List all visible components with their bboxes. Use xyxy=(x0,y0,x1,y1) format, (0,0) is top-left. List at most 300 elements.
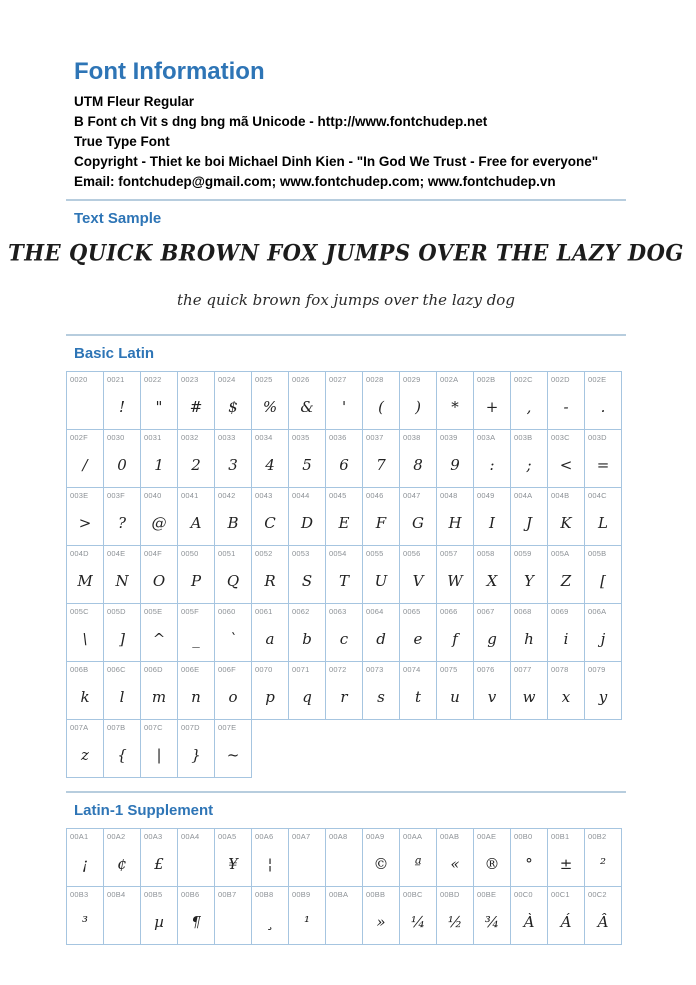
charmap-cell xyxy=(548,604,585,662)
charmap-cell xyxy=(400,488,437,546)
glyph: 6 xyxy=(339,456,349,474)
glyph: # xyxy=(189,398,203,416)
glyph: ¢ xyxy=(117,855,127,873)
charmap-cell xyxy=(289,604,326,662)
charmap-cell xyxy=(289,546,326,604)
glyph: a xyxy=(265,630,275,648)
codepoint-label: 0071 xyxy=(292,665,310,674)
charmap-cell xyxy=(178,430,215,488)
codepoint-label: 00A6 xyxy=(255,832,274,841)
codepoint-label: 006C xyxy=(107,665,126,674)
charmap-cell xyxy=(437,372,474,430)
charmap-cell xyxy=(548,887,585,945)
charmap-cell xyxy=(215,662,252,720)
charmap-cell xyxy=(289,887,326,945)
font-meta-line: UTM Fleur Regular xyxy=(74,94,195,109)
charmap-cell xyxy=(585,488,622,546)
codepoint-label: 0068 xyxy=(514,607,532,616)
charmap-row xyxy=(67,604,622,662)
charmap-cell xyxy=(104,829,141,887)
glyph: H xyxy=(448,514,462,532)
glyph: A xyxy=(190,514,202,532)
charmap-cell xyxy=(215,546,252,604)
charmap-cell xyxy=(585,430,622,488)
codepoint-label: 0033 xyxy=(218,433,236,442)
charmap-cell xyxy=(178,546,215,604)
codepoint-label: 0036 xyxy=(329,433,347,442)
codepoint-label: 004F xyxy=(144,549,162,558)
charmap-row xyxy=(67,829,622,887)
codepoint-label: 0041 xyxy=(181,491,199,500)
codepoint-label: 0037 xyxy=(366,433,384,442)
glyph: h xyxy=(524,630,534,648)
glyph: q xyxy=(302,688,312,706)
charmap-cell xyxy=(400,829,437,887)
glyph: 9 xyxy=(450,456,460,474)
codepoint-label: 0039 xyxy=(440,433,458,442)
codepoint-label: 0055 xyxy=(366,549,384,558)
codepoint-label: 0021 xyxy=(107,375,125,384)
charmap-cell xyxy=(437,662,474,720)
codepoint-label: 0031 xyxy=(144,433,162,442)
codepoint-label: 0026 xyxy=(292,375,310,384)
codepoint-label: 005B xyxy=(588,549,607,558)
codepoint-label: 0073 xyxy=(366,665,384,674)
codepoint-label: 005C xyxy=(70,607,89,616)
codepoint-label: 005E xyxy=(144,607,163,616)
glyph: . xyxy=(600,398,606,416)
glyph: g xyxy=(487,630,497,648)
codepoint-label: 004A xyxy=(514,491,533,500)
glyph: © xyxy=(373,855,389,873)
glyph: e xyxy=(413,630,423,648)
glyph: : xyxy=(489,456,495,474)
glyph: w xyxy=(522,688,536,706)
charmap-cell xyxy=(511,488,548,546)
glyph: " xyxy=(155,398,163,416)
codepoint-label: 0050 xyxy=(181,549,199,558)
charmap-cell xyxy=(67,720,104,778)
charmap-row xyxy=(67,546,622,604)
glyph: _ xyxy=(192,630,200,648)
glyph: ² xyxy=(599,855,606,873)
glyph: u xyxy=(450,688,460,706)
charmap-cell xyxy=(67,430,104,488)
charmap-cell xyxy=(400,372,437,430)
glyph: @ xyxy=(151,514,167,532)
glyph: ¾ xyxy=(484,913,500,931)
charmap-cell xyxy=(252,887,289,945)
codepoint-label: 002C xyxy=(514,375,533,384)
charmap-cell xyxy=(215,887,252,945)
codepoint-label: 00B9 xyxy=(292,890,311,899)
codepoint-label: 003C xyxy=(551,433,570,442)
codepoint-label: 00A1 xyxy=(70,832,89,841)
glyph: x xyxy=(561,688,571,706)
charmap-cell xyxy=(104,430,141,488)
codepoint-label: 00B4 xyxy=(107,890,126,899)
codepoint-label: 004D xyxy=(70,549,89,558)
charmap-cell xyxy=(363,372,400,430)
glyph: l xyxy=(119,688,125,706)
charmap-cell xyxy=(67,372,104,430)
codepoint-label: 004C xyxy=(588,491,607,500)
charmap-cell xyxy=(67,887,104,945)
charmap-latin1-supplement xyxy=(66,828,626,945)
codepoint-label: 00C2 xyxy=(588,890,607,899)
codepoint-label: 0043 xyxy=(255,491,273,500)
glyph: ° xyxy=(525,855,533,873)
codepoint-label: 007D xyxy=(181,723,200,732)
charmap-cell xyxy=(474,546,511,604)
glyph: [ xyxy=(600,572,606,590)
charmap-cell xyxy=(289,372,326,430)
glyph: ¥ xyxy=(228,855,238,873)
charmap-cell xyxy=(548,829,585,887)
glyph: m xyxy=(151,688,167,706)
charmap-cell xyxy=(548,546,585,604)
codepoint-label: 00AA xyxy=(403,832,423,841)
font-meta-line: Email: fontchudep@gmail.com; www.fontchudep.com; www.fontchudep.vn xyxy=(74,174,556,189)
codepoint-label: 00B1 xyxy=(551,832,570,841)
charmap-cell xyxy=(141,546,178,604)
glyph: n xyxy=(191,688,201,706)
codepoint-label: 002E xyxy=(588,375,607,384)
charmap-cell xyxy=(474,604,511,662)
glyph: s xyxy=(377,688,385,706)
charmap-cell xyxy=(326,372,363,430)
section-heading-latin1-supplement: Latin-1 Supplement xyxy=(74,802,214,819)
glyph: W xyxy=(447,572,463,590)
codepoint-label: 0054 xyxy=(329,549,347,558)
charmap-cell xyxy=(548,430,585,488)
glyph: 1 xyxy=(154,456,164,474)
codepoint-label: 0030 xyxy=(107,433,125,442)
glyph: c xyxy=(339,630,349,648)
glyph: ½ xyxy=(447,913,463,931)
codepoint-label: 00BC xyxy=(403,890,423,899)
charmap-cell xyxy=(363,887,400,945)
glyph: ¹ xyxy=(303,913,310,931)
charmap-cell xyxy=(363,829,400,887)
glyph: £ xyxy=(154,855,164,873)
codepoint-label: 0034 xyxy=(255,433,273,442)
charmap-cell xyxy=(141,829,178,887)
charmap-cell xyxy=(363,604,400,662)
codepoint-label: 0024 xyxy=(218,375,236,384)
glyph: 5 xyxy=(302,456,312,474)
glyph: ¦ xyxy=(267,855,273,873)
charmap-cell xyxy=(252,488,289,546)
charmap-cell xyxy=(104,662,141,720)
codepoint-label: 0029 xyxy=(403,375,421,384)
charmap-cell xyxy=(141,488,178,546)
charmap-cell xyxy=(585,372,622,430)
codepoint-label: 00BB xyxy=(366,890,386,899)
glyph: B xyxy=(227,514,239,532)
codepoint-label: 0079 xyxy=(588,665,606,674)
codepoint-label: 00A9 xyxy=(366,832,385,841)
glyph: 4 xyxy=(265,456,275,474)
charmap-cell xyxy=(178,662,215,720)
charmap-cell xyxy=(474,829,511,887)
charmap-cell xyxy=(474,662,511,720)
charmap-cell xyxy=(511,662,548,720)
codepoint-label: 00A7 xyxy=(292,832,311,841)
codepoint-label: 00A4 xyxy=(181,832,200,841)
glyph: N xyxy=(115,572,129,590)
codepoint-label: 0051 xyxy=(218,549,236,558)
codepoint-label: 00A5 xyxy=(218,832,237,841)
codepoint-label: 006F xyxy=(218,665,236,674)
glyph: 7 xyxy=(376,456,386,474)
glyph: O xyxy=(152,572,166,590)
codepoint-label: 0063 xyxy=(329,607,347,616)
glyph: I xyxy=(489,514,495,532)
codepoint-label: 0035 xyxy=(292,433,310,442)
charmap-cell xyxy=(289,430,326,488)
codepoint-label: 0022 xyxy=(144,375,162,384)
glyph: T xyxy=(338,572,349,590)
charmap-cell xyxy=(326,604,363,662)
codepoint-label: 00BD xyxy=(440,890,460,899)
codepoint-label: 0058 xyxy=(477,549,495,558)
codepoint-label: 002F xyxy=(70,433,88,442)
codepoint-label: 00B8 xyxy=(255,890,274,899)
charmap-cell xyxy=(585,829,622,887)
font-meta-block xyxy=(66,92,626,192)
charmap-cell xyxy=(363,546,400,604)
section-heading-text-sample: Text Sample xyxy=(74,210,162,227)
codepoint-label: 00C0 xyxy=(514,890,533,899)
charmap-cell xyxy=(400,604,437,662)
glyph: { xyxy=(117,746,127,764)
codepoint-label: 0077 xyxy=(514,665,532,674)
page-title: Font Information xyxy=(74,58,265,85)
glyph: » xyxy=(376,913,386,931)
charmap-cell xyxy=(474,488,511,546)
codepoint-label: 00BE xyxy=(477,890,497,899)
codepoint-label: 007C xyxy=(144,723,163,732)
charmap-cell xyxy=(252,829,289,887)
codepoint-label: 0064 xyxy=(366,607,384,616)
charmap-cell xyxy=(178,372,215,430)
codepoint-label: 0074 xyxy=(403,665,421,674)
glyph: J xyxy=(525,514,532,532)
charmap-cell xyxy=(511,887,548,945)
charmap-cell xyxy=(474,430,511,488)
codepoint-label: 0072 xyxy=(329,665,347,674)
codepoint-label: 0078 xyxy=(551,665,569,674)
font-meta-line: B Font ch Vit s dng bng mã Unicode - http://www.fontchudep.net xyxy=(74,114,488,129)
codepoint-label: 00A8 xyxy=(329,832,348,841)
glyph: Á xyxy=(560,913,572,931)
codepoint-label: 0059 xyxy=(514,549,532,558)
glyph: * xyxy=(451,398,459,416)
codepoint-label: 0025 xyxy=(255,375,273,384)
charmap-row xyxy=(67,720,622,778)
codepoint-label: 002D xyxy=(551,375,570,384)
charmap-cell xyxy=(326,829,363,887)
glyph: ± xyxy=(559,855,573,873)
charmap-cell xyxy=(178,720,215,778)
charmap-cell xyxy=(178,488,215,546)
codepoint-label: 00AB xyxy=(440,832,460,841)
codepoint-label: 002B xyxy=(477,375,496,384)
charmap-basic-latin xyxy=(66,371,626,778)
glyph: \ xyxy=(82,630,88,648)
codepoint-label: 007B xyxy=(107,723,126,732)
codepoint-label: 003E xyxy=(70,491,89,500)
charmap-cell xyxy=(215,430,252,488)
glyph xyxy=(215,900,251,944)
glyph: ^ xyxy=(152,630,166,648)
charmap-row xyxy=(67,887,622,945)
glyph: p xyxy=(265,688,275,706)
charmap-cell xyxy=(437,488,474,546)
charmap-cell xyxy=(363,488,400,546)
glyph: V xyxy=(412,572,424,590)
codepoint-label: 0023 xyxy=(181,375,199,384)
charmap-cell xyxy=(511,372,548,430)
charmap-cell xyxy=(437,430,474,488)
glyph: ¶ xyxy=(191,913,201,931)
glyph: 8 xyxy=(413,456,423,474)
glyph: C xyxy=(264,514,276,532)
codepoint-label: 002A xyxy=(440,375,459,384)
codepoint-label: 0070 xyxy=(255,665,273,674)
codepoint-label: 0046 xyxy=(366,491,384,500)
charmap-cell xyxy=(67,604,104,662)
charmap-cell xyxy=(104,604,141,662)
glyph: f xyxy=(452,630,458,648)
glyph: ! xyxy=(118,398,126,416)
codepoint-label: 003B xyxy=(514,433,533,442)
codepoint-label: 0053 xyxy=(292,549,310,558)
codepoint-label: 0057 xyxy=(440,549,458,558)
glyph: & xyxy=(300,398,314,416)
glyph: X xyxy=(486,572,498,590)
glyph: z xyxy=(81,746,89,764)
charmap-cell xyxy=(252,372,289,430)
charmap-cell xyxy=(67,829,104,887)
glyph: ' xyxy=(341,398,347,416)
charmap-cell xyxy=(511,604,548,662)
charmap-cell xyxy=(548,372,585,430)
text-sample-uppercase: THE QUICK BROWN FOX JUMPS OVER THE LAZY DOG xyxy=(8,238,684,266)
glyph: ? xyxy=(117,514,127,532)
codepoint-label: 003F xyxy=(107,491,125,500)
codepoint-label: 0076 xyxy=(477,665,495,674)
codepoint-label: 0038 xyxy=(403,433,421,442)
charmap-cell xyxy=(178,604,215,662)
section-divider xyxy=(66,199,626,201)
glyph: Â xyxy=(597,913,609,931)
charmap-row xyxy=(67,430,622,488)
charmap-cell xyxy=(474,887,511,945)
charmap-cell xyxy=(326,430,363,488)
codepoint-label: 00AE xyxy=(477,832,497,841)
charmap-cell xyxy=(437,604,474,662)
charmap-cell xyxy=(141,720,178,778)
charmap-cell xyxy=(252,546,289,604)
codepoint-label: 004B xyxy=(551,491,570,500)
charmap-cell xyxy=(363,430,400,488)
glyph: $ xyxy=(228,398,238,416)
charmap-cell xyxy=(141,372,178,430)
codepoint-label: 004E xyxy=(107,549,126,558)
codepoint-label: 0061 xyxy=(255,607,273,616)
glyph: 2 xyxy=(191,456,201,474)
charmap-cell xyxy=(548,662,585,720)
charmap-cell xyxy=(252,604,289,662)
codepoint-label: 00B3 xyxy=(70,890,89,899)
charmap-cell xyxy=(326,887,363,945)
glyph: = xyxy=(596,456,610,474)
glyph: À xyxy=(523,913,535,931)
glyph: Q xyxy=(226,572,240,590)
glyph: M xyxy=(77,572,93,590)
codepoint-label: 0065 xyxy=(403,607,421,616)
charmap-cell xyxy=(104,720,141,778)
charmap-cell xyxy=(585,662,622,720)
codepoint-label: 0047 xyxy=(403,491,421,500)
codepoint-label: 0062 xyxy=(292,607,310,616)
codepoint-label: 00B2 xyxy=(588,832,607,841)
charmap-cell xyxy=(67,488,104,546)
charmap-cell xyxy=(437,546,474,604)
charmap-cell xyxy=(400,662,437,720)
charmap-cell xyxy=(178,829,215,887)
glyph: , xyxy=(526,398,532,416)
codepoint-label: 006B xyxy=(70,665,89,674)
charmap-cell xyxy=(585,604,622,662)
section-divider xyxy=(66,791,626,793)
charmap-cell xyxy=(104,546,141,604)
charmap-cell xyxy=(511,829,548,887)
codepoint-label: 0048 xyxy=(440,491,458,500)
glyph: k xyxy=(80,688,90,706)
charmap-cell xyxy=(252,430,289,488)
glyph: 3 xyxy=(228,456,238,474)
codepoint-label: 0045 xyxy=(329,491,347,500)
codepoint-label: 0069 xyxy=(551,607,569,616)
glyph: > xyxy=(78,514,92,532)
glyph: o xyxy=(228,688,238,706)
charmap-cell xyxy=(289,488,326,546)
glyph: % xyxy=(262,398,278,416)
font-meta-line: True Type Font xyxy=(74,134,170,149)
glyph: Y xyxy=(524,572,534,590)
glyph: R xyxy=(264,572,276,590)
codepoint-label: 0066 xyxy=(440,607,458,616)
glyph: « xyxy=(450,855,460,873)
charmap-cell xyxy=(437,887,474,945)
codepoint-label: 007A xyxy=(70,723,89,732)
glyph: K xyxy=(560,514,572,532)
charmap-cell xyxy=(141,887,178,945)
charmap-cell xyxy=(400,430,437,488)
glyph: F xyxy=(375,514,387,532)
charmap-cell xyxy=(289,662,326,720)
charmap-cell xyxy=(215,488,252,546)
codepoint-label: 0044 xyxy=(292,491,310,500)
charmap-cell xyxy=(511,546,548,604)
codepoint-label: 0028 xyxy=(366,375,384,384)
codepoint-label: 003A xyxy=(477,433,496,442)
codepoint-label: 0067 xyxy=(477,607,495,616)
section-heading-basic-latin: Basic Latin xyxy=(74,345,155,362)
